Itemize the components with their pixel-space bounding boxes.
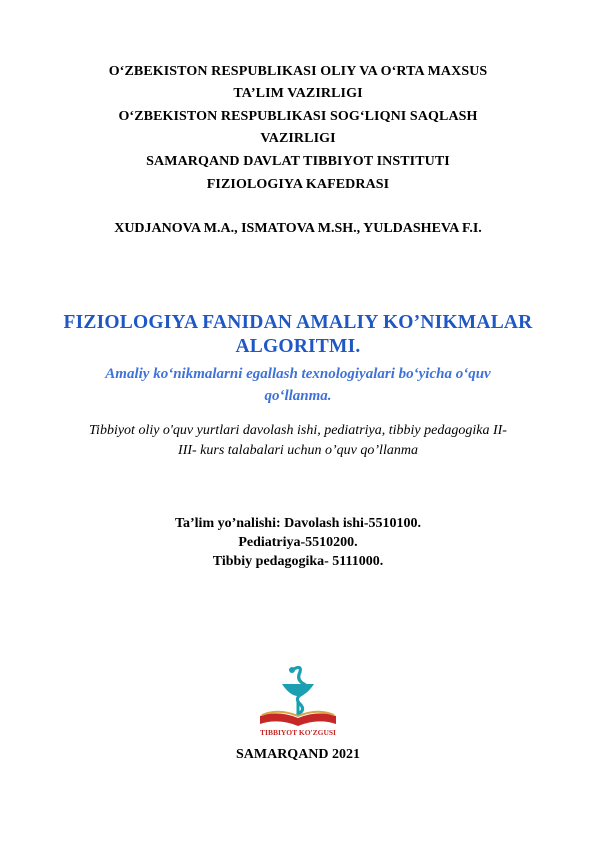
audience-line-2: III- kurs talabalari uchun o’quv qo’llanma bbox=[178, 443, 418, 458]
ministry-line-2: TA’LIM VAZIRLIGI bbox=[233, 86, 363, 101]
city-year: SAMARQAND 2021 bbox=[235, 747, 361, 762]
publisher-logo bbox=[252, 658, 344, 738]
institute-name: SAMARQAND DAVLAT TIBBIYOT INSTITUTI bbox=[146, 154, 450, 169]
audience-line-1: Tibbiyot oliy o'quv yurtlari davolash ishi, pediatriya, tibbiy pedagogika II- bbox=[89, 423, 507, 438]
book-subtitle-line-2: qo‘llanma. bbox=[264, 388, 332, 404]
authors: XUDJANOVA M.A., ISMATOVA M.SH., YULDASHEVA F.I. bbox=[114, 221, 482, 236]
logo-bowl-icon bbox=[282, 684, 314, 696]
department-name: FIZIOLOGIYA KAFEDRASI bbox=[206, 177, 390, 192]
direction-line-1: Ta’lim yo’nalishi: Davolash ishi-5510100. bbox=[174, 516, 422, 531]
logo-snake-head-icon bbox=[289, 667, 295, 673]
book-subtitle-line-1: Amaliy ko‘nikmalarni egallash texnologiyalari bo‘yicha o‘quv bbox=[105, 366, 491, 382]
ministry-line-1: O‘ZBEKISTON RESPUBLIKASI OLIY VA O‘RTA MAXSUS bbox=[108, 64, 488, 79]
direction-line-2: Pediatriya-5510200. bbox=[238, 535, 358, 550]
health-ministry-line-1: O‘ZBEKISTON RESPUBLIKASI SOG‘LIQNI SAQLASH bbox=[118, 109, 478, 124]
health-ministry-line-2: VAZIRLIGI bbox=[260, 131, 336, 146]
book-title-line-1: FIZIOLOGIYA FANIDAN AMALIY KO’NIKMALAR bbox=[63, 312, 533, 333]
book-title-line-2: ALGORITMI. bbox=[235, 336, 361, 357]
logo-text: TIBBIYOT KO'ZGUSI bbox=[260, 728, 336, 737]
direction-line-3: Tibbiy pedagogika- 5111000. bbox=[212, 554, 384, 569]
